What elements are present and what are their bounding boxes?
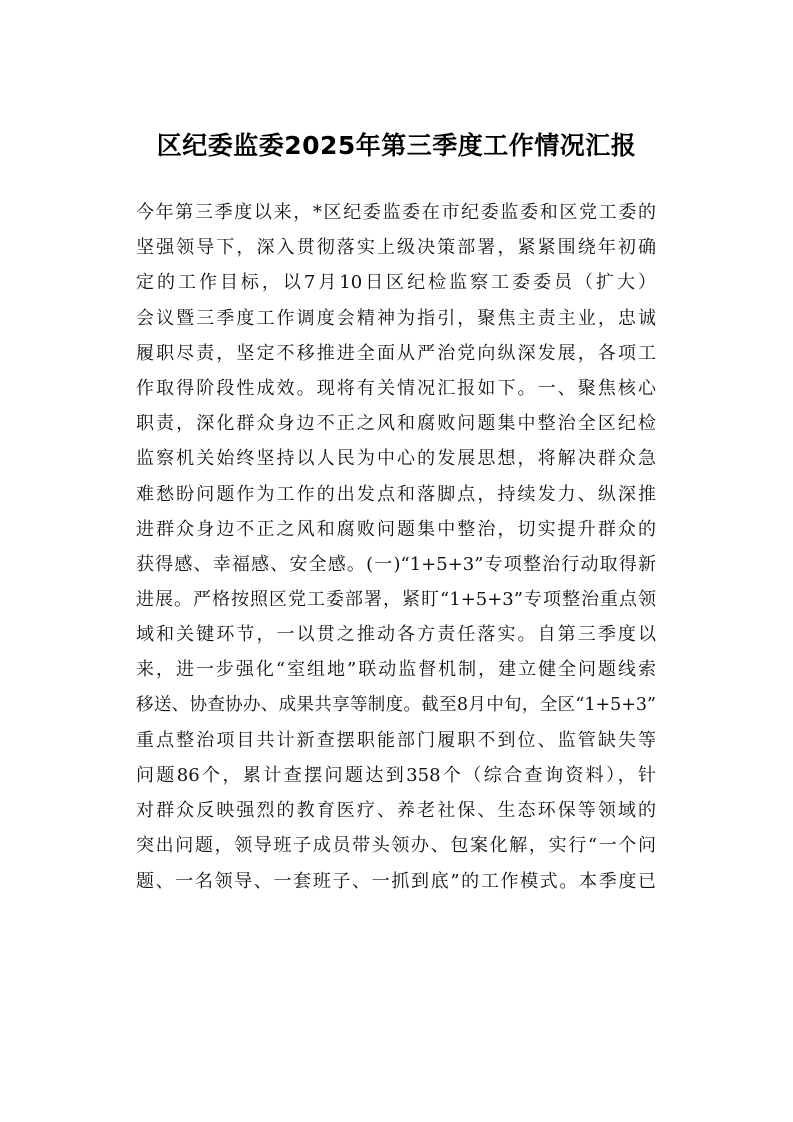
body-line: 定的工作目标，以7月10日区纪检监察工委委员（扩大） xyxy=(136,272,656,294)
body-line: 履职尽责，坚定不移推进全面从严治党向纵深发展，各项工 xyxy=(136,342,656,364)
body-line: 会议暨三季度工作调度会精神为指引，聚焦主责主业，忠诚 xyxy=(136,307,656,329)
body-line: 重点整治项目共计新查摆职能部门履职不到位、监管缺失等 xyxy=(136,729,656,751)
body-line: 进展。严格按照区党工委部署，紧盯“1+5+3”专项整治重点领 xyxy=(136,589,656,611)
document-title: 区纪委监委2025年第三季度工作情况汇报 xyxy=(156,131,637,160)
body-line: 问题86个，累计查摆问题达到358个（综合查询资料），针 xyxy=(136,765,656,786)
body-line: 监察机关始终坚持以人民为中心的发展思想，将解决群众急 xyxy=(136,448,656,470)
body-line: 域和关键环节，一以贯之推动各方责任落实。自第三季度以 xyxy=(136,624,656,646)
body-line: 题、一名领导、一套班子、一抓到底”的工作模式。本季度已 xyxy=(136,870,656,892)
body-line: 移送、协查协办、成果共享等制度。截至8月中旬，全区“1+5+3” xyxy=(136,694,656,715)
body-line: 对群众反映强烈的教育医疗、养老社保、生态环保等领域的 xyxy=(136,800,656,822)
body-line: 突出问题，领导班子成员带头领办、包案化解，实行“一个问 xyxy=(136,835,656,857)
body-line: 来，进一步强化“室组地”联动监督机制，建立健全问题线索 xyxy=(136,659,656,681)
body-line: 难愁盼问题作为工作的出发点和落脚点，持续发力、纵深推 xyxy=(136,483,656,505)
body-line: 坚强领导下，深入贯彻落实上级决策部署，紧紧围绕年初确 xyxy=(136,237,656,259)
document-body xyxy=(136,195,656,899)
body-line: 作取得阶段性成效。现将有关情况汇报如下。一、聚焦核心 xyxy=(136,377,656,399)
body-line: 获得感、幸福感、安全感。(一)“1+5+3”专项整治行动取得新 xyxy=(136,553,656,575)
body-line: 职责，深化群众身边不正之风和腐败问题集中整治全区纪检 xyxy=(136,413,656,435)
body-line: 今年第三季度以来，*区纪委监委在市纪委监委和区党工委的 xyxy=(136,202,656,223)
body-line: 进群众身边不正之风和腐败问题集中整治，切实提升群众的 xyxy=(136,518,656,540)
